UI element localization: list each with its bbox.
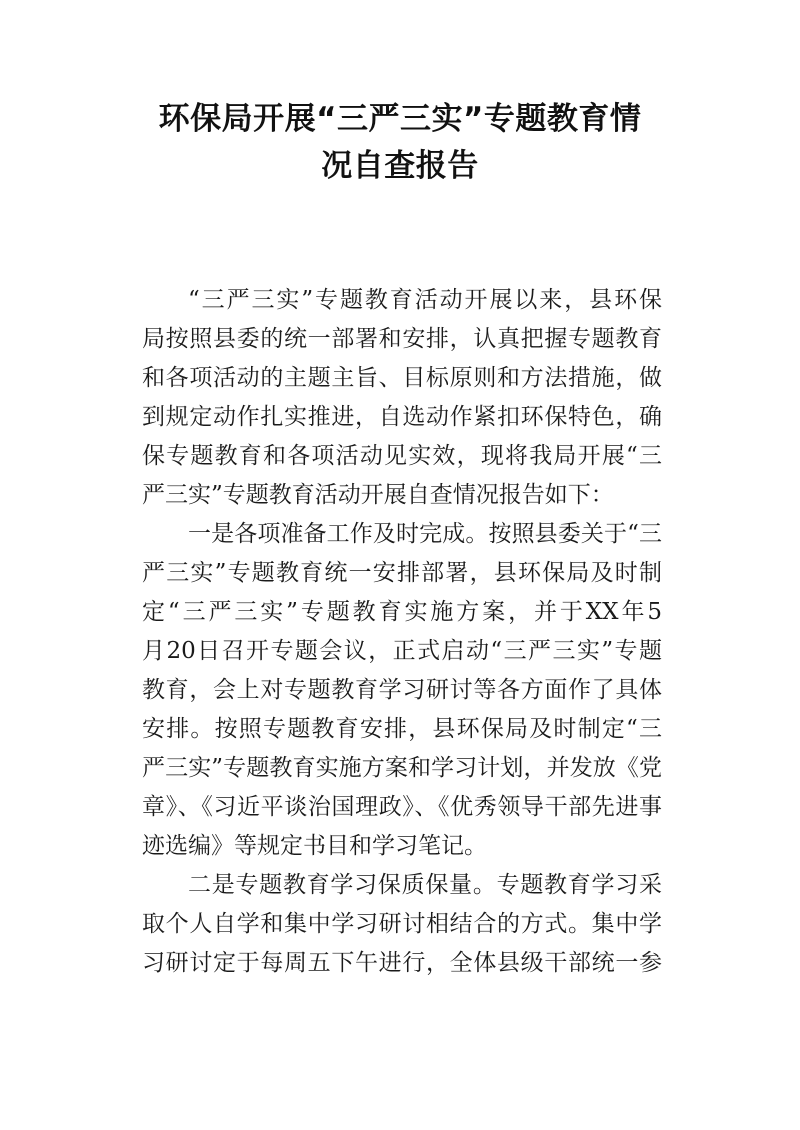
document-title: [120, 96, 680, 190]
paragraph-line: “三严三实”专题教育活动开展以来，县环保: [188, 287, 662, 313]
paragraph-line: 和各项活动的主题主旨、目标原则和方法措施，做: [142, 365, 662, 391]
paragraph-study: [142, 866, 662, 983]
paragraph-line: 习研讨定于每周五下午进行，全体县级干部统一参: [142, 950, 662, 976]
paragraph-line: 章》、《习近平谈治国理政》、《优秀领导干部先进事: [142, 794, 662, 820]
paragraph-intro: [142, 281, 662, 515]
paragraph-line: 定“三严三实”专题教育实施方案，并于XX年5: [142, 599, 662, 625]
paragraph-line: 严三实”专题教育统一安排部署，县环保局及时制: [142, 560, 662, 586]
title-line: 环保局开展“三严三实”专题教育情: [158, 101, 642, 137]
paragraph-line: 严三实”专题教育活动开展自查情况报告如下：: [142, 482, 614, 508]
paragraph-line: 教育，会上对专题教育学习研讨等各方面作了具体: [142, 677, 662, 703]
paragraph-line: 保专题教育和各项活动见实效，现将我局开展“三: [142, 443, 662, 469]
paragraph-line: 取个人自学和集中学习研讨相结合的方式。集中学: [142, 911, 662, 937]
paragraph-preparation: [142, 515, 662, 866]
paragraph-line: 月20日召开专题会议，正式启动“三严三实”专题: [142, 638, 662, 664]
paragraph-line: 一是各项准备工作及时完成。按照县委关于“三: [188, 521, 662, 547]
title-line: 况自查报告: [321, 148, 479, 184]
paragraph-line: 二是专题教育学习保质保量。专题教育学习采: [188, 872, 662, 898]
paragraph-line: 安排。按照专题教育安排，县环保局及时制定“三: [142, 716, 662, 742]
paragraph-line: 局按照县委的统一部署和安排，认真把握专题教育: [142, 326, 662, 352]
paragraph-line: 严三实”专题教育实施方案和学习计划，并发放《党: [142, 755, 662, 781]
paragraph-line: 到规定动作扎实推进，自选动作紧扣环保特色，确: [142, 404, 662, 430]
paragraph-line: 迹选编》等规定书目和学习笔记。: [142, 833, 487, 859]
document-body: [142, 281, 662, 983]
